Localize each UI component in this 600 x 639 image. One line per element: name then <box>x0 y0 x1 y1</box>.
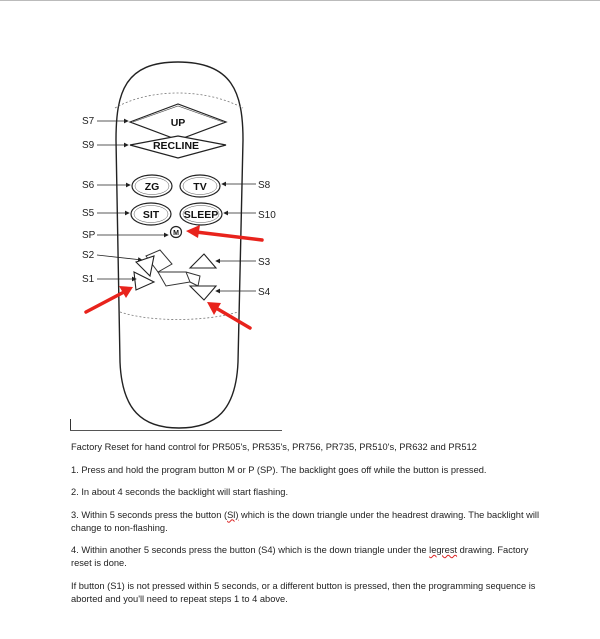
horizontal-rule <box>70 430 282 431</box>
label-s9: S9 <box>82 140 95 151</box>
label-s2: S2 <box>82 250 95 261</box>
program-m-button-label: M <box>173 230 179 237</box>
up-button-label: UP <box>170 117 186 129</box>
label-s7: S7 <box>82 116 95 127</box>
label-s10: S10 <box>258 210 276 221</box>
sleep-button-label: SLEEP <box>183 209 219 221</box>
instructions-heading: Factory Reset for hand control for PR505's, PR535's, PR756, PR735, PR510's, PR632 and PR512 <box>71 442 477 452</box>
label-s5: S5 <box>82 208 95 219</box>
misspelled-legrest: legrest <box>429 545 458 555</box>
step-3: 3. Within 5 seconds press the button (Sl) which is the down triangle under the headrest drawing. The backlight will change to non-flashing. <box>71 509 540 533</box>
sit-button-label: SIT <box>142 209 160 221</box>
s1-triangle-button[interactable] <box>134 272 154 290</box>
dashed-bottom-arc <box>120 312 238 320</box>
red-arrow-s1 <box>86 286 133 312</box>
s4-triangle-button[interactable] <box>190 286 216 300</box>
label-s8: S8 <box>258 180 271 191</box>
label-s6: S6 <box>82 180 95 191</box>
label-s4: S4 <box>258 287 271 298</box>
s2-triangle-button[interactable] <box>136 256 154 276</box>
zg-button-label: ZG <box>144 181 160 193</box>
label-s1: S1 <box>82 274 95 285</box>
step-4: 4. Within another 5 seconds press the button (S4) which is the down triangle under the legrest drawing. Factory reset is done. <box>71 545 529 568</box>
abort-note: If button (S1) is not pressed within 5 seconds, or a different button is pressed, then the programming sequence is aborted and you'll need to repeat steps 1 to 4 above. <box>71 580 536 604</box>
misspelled-sl: Sl) <box>227 509 239 520</box>
red-arrow-program <box>186 225 262 240</box>
tv-button-label: TV <box>193 181 207 193</box>
step-2: 2. In about 4 seconds the backlight will start flashing. <box>71 487 289 497</box>
red-arrow-s4 <box>207 302 250 328</box>
recline-button-label: RECLINE <box>152 140 200 152</box>
s3-triangle-button[interactable] <box>190 254 216 268</box>
instructions-text <box>71 441 551 615</box>
step-1: 1. Press and hold the program button M or P (SP). The backlight goes off while the button is pressed. <box>71 464 487 475</box>
label-sp: SP <box>82 230 96 241</box>
label-s3: S3 <box>258 257 271 268</box>
